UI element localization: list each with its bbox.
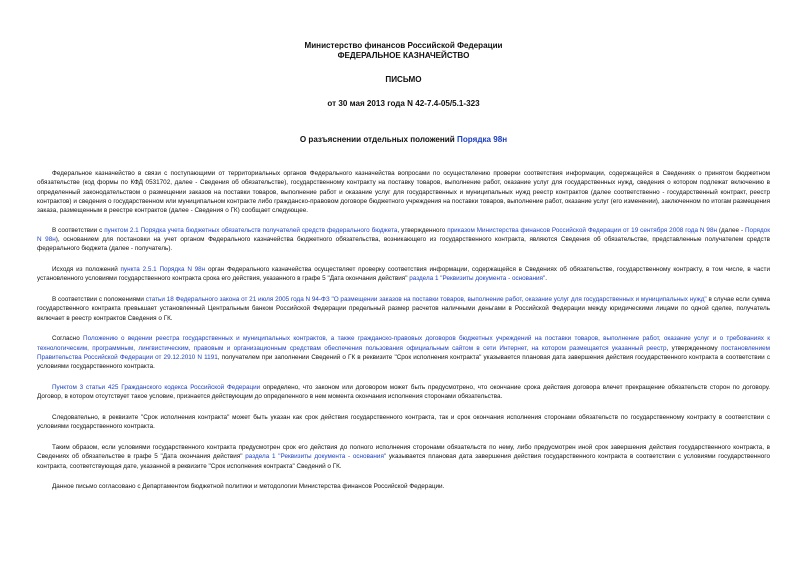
paragraph-9-text: Данное письмо согласовано с Департаментом бюджетной политики и методологии Министерства финансов Российской Федерации. <box>52 483 445 491</box>
ministry-name: Министерство финансов Российской Федерации <box>304 41 503 50</box>
subject-text: О разъяснении отдельных положений <box>299 135 457 144</box>
paragraph-7 <box>37 413 770 432</box>
paragraph-8 <box>37 443 770 471</box>
paragraph-3-text-2: орган Федерального казначейства осуществляет проверку соответствия информации, содержащейся в Сведениях об обязательстве, государственному контракту, в том числе, в части установленного условиями государственного контракта срока его действия, указанного в графе 5 "Дата окончания действия" <box>37 266 771 283</box>
link-point-2-5-1[interactable]: пункта 2.5.1 Порядка N 98н <box>120 266 206 274</box>
subject-link-order-98n[interactable]: Порядка 98н <box>457 135 508 144</box>
paragraph-2-text-2: , утвержденного <box>397 226 448 234</box>
paragraph-2-text-4: ), основанием для постановки на учет органом Федерального казначейства бюджетного обязательства, возникающего из государственного контракта, являются Сведения об обязательстве, представленные получателем средств федерального бюджета (далее - получатель). <box>37 236 771 253</box>
link-order-n-98n[interactable]: Порядок N 98н <box>37 226 770 244</box>
document-date-number: от 30 мая 2013 года N 42-7.4-05/5.1-323 <box>327 99 480 108</box>
paragraph-8-text-2: указывается плановая дата завершения действия государственного контракта в соответствии с условиями государственного контракта, соответствующая дате, указанной в реквизите "Срок исполнения контракта" Сведений о ГК. <box>37 453 771 470</box>
link-law-94fz-article-18[interactable]: статьи 18 Федерального закона от 21 июля 2005 года N 94-ФЗ "О размещении заказов на поставки товаров, выполнение работ, оказание услуг для государственных и муниципальных нужд" <box>145 296 707 304</box>
paragraph-2-text-1: В соответствии с <box>52 226 105 234</box>
paragraph-6 <box>37 383 770 402</box>
paragraph-3-text-1: Исходя из положений <box>52 266 121 274</box>
paragraph-3-text-3: . <box>545 275 548 283</box>
paragraph-7-text: Следовательно, в реквизите "Срок исполнения контракта" может быть указан как срок действия государственного контракта, так и срок окончания исполнения сторонами обязательств по государственному контракту в соответствии с условиями государственного контракта. <box>37 414 770 431</box>
link-order-point-2-1[interactable]: пунктом 2.1 Порядка учета бюджетных обязательств получателей средств федерального бюджета <box>104 226 398 234</box>
document-body <box>37 169 770 492</box>
link-government-decree-1191[interactable]: постановлением Правительства Российской Федерации от 29.12.2010 N 1191 <box>37 344 770 362</box>
document-type: ПИСЬМО <box>385 75 422 84</box>
paragraph-1-text: Федеральное казначейство в связи с поступающими от территориальных органов Федерального казначейства вопросами по осуществлению проверки соответствия информации, содержащейся в Сведениях о принятом бюджетном обязательстве (код формы по КФД 0531702, далее - Сведения об обязательстве), государственному контракту на поставку товаров, выполнение работ, оказание услуг для государственных нужд, сведения о котором подлежат включению в определенный законодательством о размещении заказов на поставки товаров, выполнение работ и оказание услуг для государственных и муниципальных нужд реестр контрактов (далее соответственно - государственный контракт, реестр контрактов) и сведения о государственном или муниципальном контракте либо гражданско-правовом договоре бюджетного учреждения на поставки товаров, выполнение работ, оказание услуг (его изменении), заключенном по итогам размещения заказа, размещенным в реестре контрактов (далее - Сведения о ГК) сообщает следующее. <box>37 170 770 215</box>
link-minfin-order-98n[interactable]: приказом Министерства финансов Российской Федерации от 19 сентября 2008 года N 98н <box>447 226 717 234</box>
treasury-name: ФЕДЕРАЛЬНОЕ КАЗНАЧЕЙСТВО <box>337 51 470 60</box>
paragraph-2-text-3: (далее - <box>717 226 745 234</box>
paragraph-8-text-1: Таким образом, если условиями государственного контракта предусмотрен срок его действия до полного исполнения сторонами обязательств по нему, либо предусмотрен иной срок завершения действия государственного контракта, в Сведениях об обязательстве в графе 5 "Дата окончания действия" <box>37 444 770 461</box>
paragraph-5 <box>37 334 770 371</box>
link-registry-regulation[interactable]: Положению о ведении реестра государственных и муниципальных контрактов, а также гражданско-правовых договоров бюджетных учреждений на поставки товаров, выполнение работ, оказание услуг и о требованиях к технологическим, программным, лингвистическим, правовым и организационным средствам обеспечения пользования официальным сайтом в сети Интернет, на котором размещается указанный реестр <box>37 335 771 352</box>
link-section-1-requisites[interactable]: раздела 1 "Реквизиты документа - основания" <box>409 275 546 283</box>
paragraph-6-text-1: определено, что законом или договором может быть предусмотрено, что окончание срока действия договора влечет прекращение обязательств сторон по договору. Договор, в котором отсутствует такое условие, признается действующим до определенного в нем момента окончания исполнения сторонами обязательства. <box>37 384 770 401</box>
link-civil-code-article-425[interactable]: Пунктом 3 статьи 425 Гражданского кодекса Российской Федерации <box>52 384 261 392</box>
paragraph-5-text-2: , утвержденному <box>666 344 722 352</box>
paragraph-1 <box>37 169 770 216</box>
paragraph-4-text-2: в случае если сумма государственного контракта превышает установленный Центральным банком Российской Федерации предельный размер расчетов наличными деньгами в Российской Федерации между юридическими лицами по одной сделке, получатель включает в реестр контрактов Сведения о ГК. <box>37 296 770 322</box>
document-header <box>37 41 770 109</box>
paragraph-2 <box>37 226 770 254</box>
paragraph-4-text-1: В соответствии с положениями <box>52 296 146 304</box>
paragraph-4 <box>37 295 770 323</box>
link-section-1-requisites-2[interactable]: раздела 1 "Реквизиты документа - основания" <box>245 453 387 461</box>
paragraph-5-text-1: Согласно <box>52 335 84 343</box>
paragraph-5-text-3: , получателем при заполнении Сведений о ГК в реквизите "Срок исполнения контракта" указывается плановая дата завершения действия государственного контракта в соответствии с условиями государственного контракта. <box>37 354 770 371</box>
paragraph-9 <box>37 482 770 491</box>
paragraph-3 <box>37 265 770 284</box>
document-subject <box>37 135 770 145</box>
